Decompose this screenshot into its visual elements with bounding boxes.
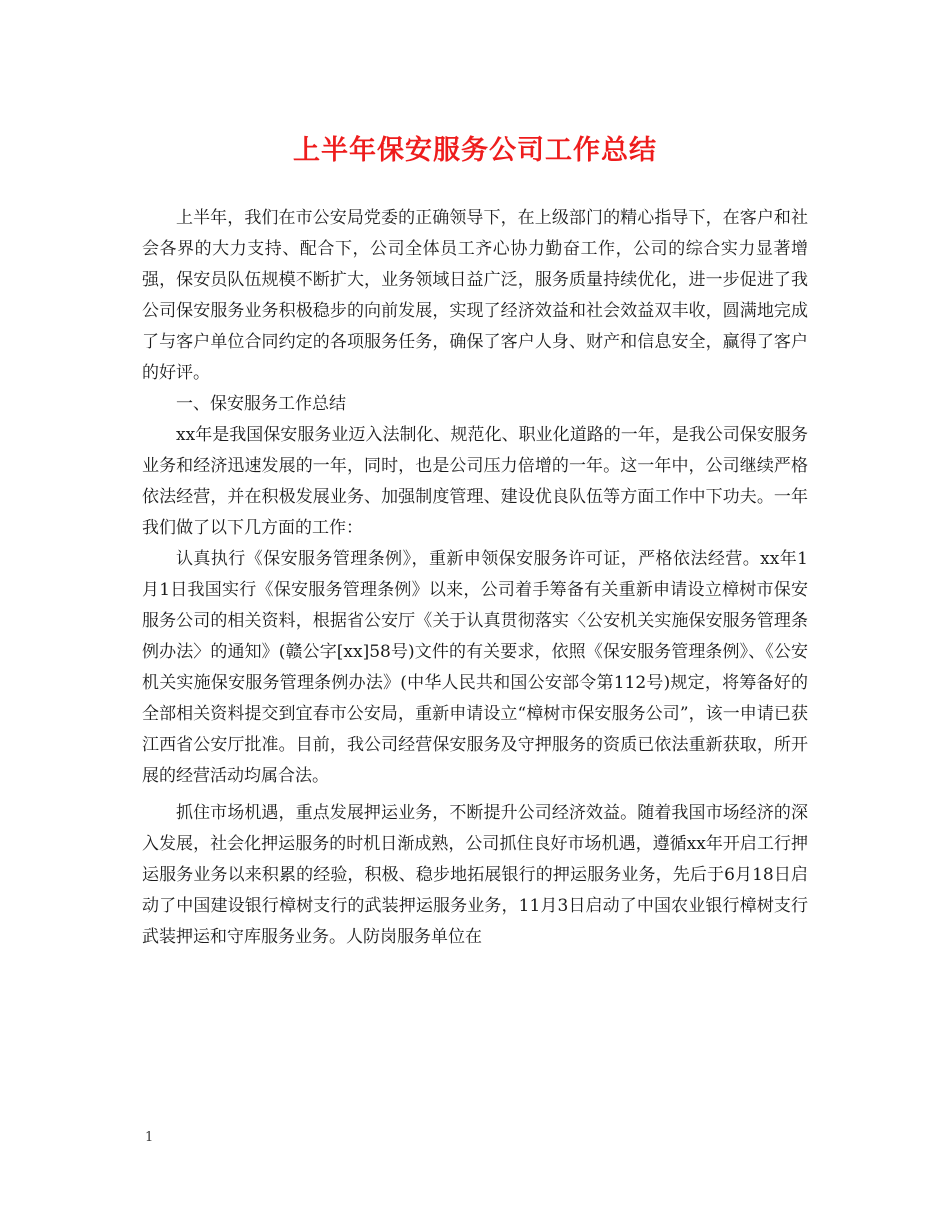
paragraph-intro: 上半年，我们在市公安局党委的正确领导下，在上级部门的精心指导下，在客户和社会各界的大力支持、配合下，公司全体员工齐心协力勤奋工作，公司的综合实力显著增强，保安员队伍规模不断扩大，业务领域日益广泛，服务质量持续优化，进一步促进了我公司保安服务业务积极稳步的向前发展，实现了经济效益和社会效益双丰收，圆满地完成了与客户单位合同约定的各项服务任务，确保了客户人身、财产和信息安全，赢得了客户的好评。 xyxy=(142,208,808,383)
paragraph-overview: xx年是我国保安服务业迈入法制化、规范化、职业化道路的一年，是我公司保安服务业务和经济迅速发展的一年，同时，也是公司压力倍增的一年。这一年中，公司继续严格依法经营，并在积极发展业务、加强制度管理、建设优良队伍等方面工作中下功夫。一年我们做了以下几方面的工作： xyxy=(142,425,808,538)
paragraph-escort-business: 抓住市场机遇，重点发展押运业务，不断提升公司经济效益。随着我国市场经济的深入发展，社会化押运服务的时机日渐成熟，公司抓住良好市场机遇，遵循xx年开启工行押运服务业务以来积累的经验，积极、稳步地拓展银行的押运服务业务，先后于6月18日启动了中国建设银行樟树支行的武装押运服务业务，11月3日启动了中国农业银行樟树支行武装押运和守库服务业务。人防岗服务单位在 xyxy=(142,803,808,947)
page-number: 1 xyxy=(145,1130,154,1145)
document-title: 上半年保安服务公司工作总结 xyxy=(293,135,657,166)
section-heading: 一、保安服务工作总结 xyxy=(176,394,346,414)
paragraph-licensing: 认真执行《保安服务管理条例》，重新申领保安服务许可证，严格依法经营。xx年1月1日我国实行《保安服务管理条例》以来，公司着手筹备有关重新申请设立樟树市保安服务公司的相关资料，根据省公安厅《关于认真贯彻落实〈公安机关实施保安服务管理条例办法〉的通知》(赣公字[xx]58号)文件的有关要求，依照《保安服务管理条例》、《公安机关实施保安服务管理条例办法》(中华人民共和国公安部令第112号)规定，将筹备好的全部相关资料提交到宜春市公安局，重新申请设立“樟树市保安服务公司”，该一申请已获江西省公安厅批准。目前，我公司经营保安服务及守押服务的资质已依法重新获取，所开展的经营活动均属合法。 xyxy=(142,549,808,786)
document-body xyxy=(142,203,808,953)
